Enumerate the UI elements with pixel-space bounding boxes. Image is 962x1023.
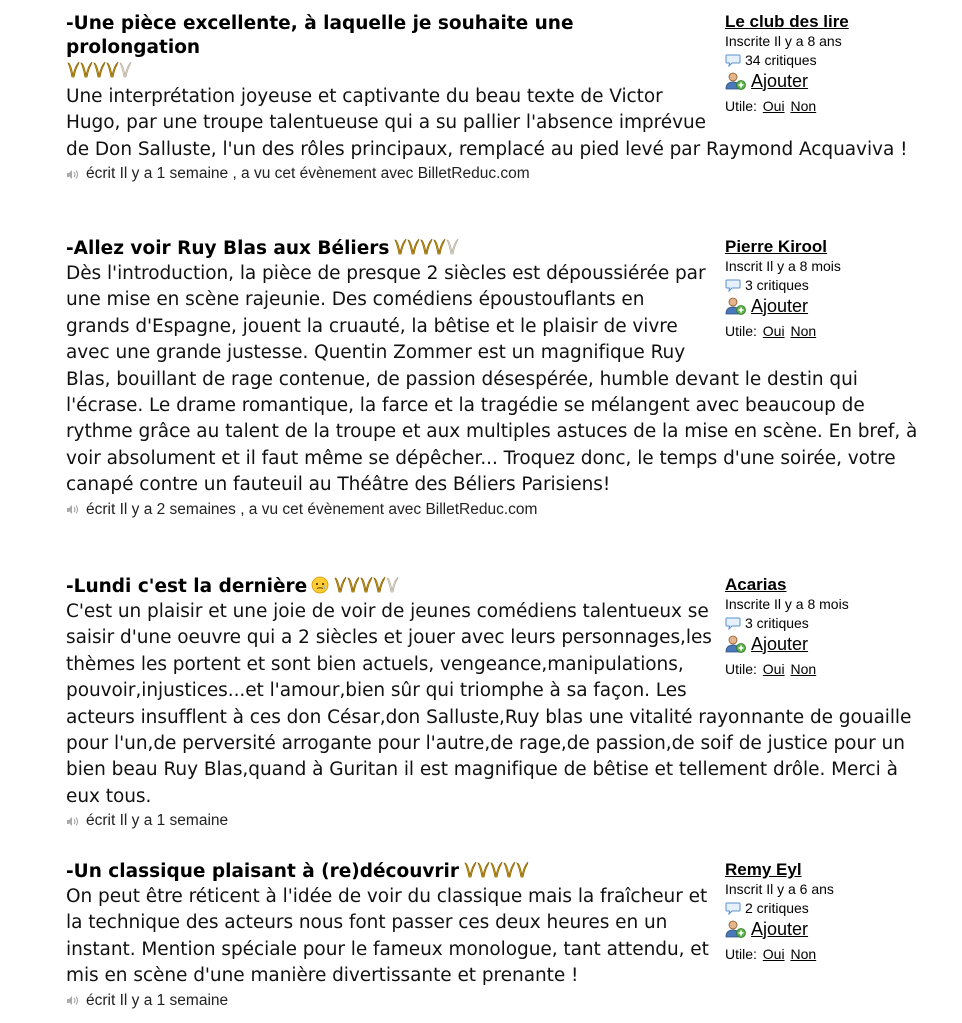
review-body: Une interprétation joyeuse et captivante du beau texte de Victor Hugo, par une troupe talentueuse qui a su pallier l'absence imprévue de Don Salluste, l'un des rôles principaux, remplacé au pied levé par Raymond Acquaviva ! xyxy=(66,86,908,160)
speech-bubble-icon xyxy=(725,279,741,292)
smiley-emoji-icon xyxy=(311,576,329,594)
review-meta-text: écrit Il y a 1 semaine xyxy=(86,812,229,830)
review-meta-text: écrit Il y a 2 semaines , a vu cet évènement avec BilletReduc.com xyxy=(86,500,538,518)
utile-label: Utile: xyxy=(725,946,757,962)
utile-oui-link[interactable]: Oui xyxy=(762,98,785,114)
author-name-link[interactable]: Remy Eyl xyxy=(725,860,802,879)
review-meta xyxy=(66,500,926,520)
sound-icon xyxy=(66,816,80,827)
review-1 xyxy=(66,12,926,184)
member-since: Inscrit Il y a 6 ans xyxy=(725,881,834,897)
utile-label: Utile: xyxy=(725,661,757,677)
review-meta xyxy=(66,991,926,1011)
review-meta xyxy=(66,164,926,184)
add-user-icon xyxy=(725,296,747,316)
utile-label: Utile: xyxy=(725,98,757,114)
speech-bubble-icon xyxy=(725,617,741,630)
review-title-text: -Allez voir Ruy Blas aux Béliers xyxy=(66,238,390,259)
author-card xyxy=(725,237,930,341)
utile-label: Utile: xyxy=(725,323,757,339)
add-friend-row xyxy=(725,71,930,91)
review-title-text: -Lundi c'est la dernière xyxy=(66,576,308,597)
author-card xyxy=(725,575,930,679)
add-friend-row xyxy=(725,296,930,316)
utile-non-link[interactable]: Non xyxy=(790,661,817,677)
review-title-text: -Une pièce excellente, à laquelle je souhaite une prolongation xyxy=(66,13,574,58)
sound-icon xyxy=(66,995,80,1006)
rating-stars-icon xyxy=(463,861,533,879)
utile-oui-link[interactable]: Oui xyxy=(762,323,785,339)
author-name-link[interactable]: Pierre Kirool xyxy=(725,237,828,256)
add-friend-link[interactable]: Ajouter xyxy=(751,918,809,939)
add-user-icon xyxy=(725,634,747,654)
critiques-count xyxy=(725,276,930,295)
critiques-label: 34 critiques xyxy=(745,52,817,68)
utile-oui-link[interactable]: Oui xyxy=(762,946,785,962)
utile-row xyxy=(725,322,930,341)
member-since: Inscrite Il y a 8 ans xyxy=(725,33,842,49)
critiques-count xyxy=(725,614,930,633)
utile-non-link[interactable]: Non xyxy=(790,323,817,339)
utile-row xyxy=(725,660,930,679)
critiques-label: 3 critiques xyxy=(745,277,809,293)
review-2 xyxy=(66,237,926,520)
add-friend-row xyxy=(725,919,930,939)
review-body: On peut être réticent à l'idée de voir du classique mais la fraîcheur et la technique des acteurs nous font passer ces deux heures en un instant. Mention spéciale pour le fameux monologue, tant attendu, et mis en scène d'une manière divertissante et prenante ! xyxy=(66,886,709,987)
utile-oui-link[interactable]: Oui xyxy=(762,661,785,677)
critiques-label: 3 critiques xyxy=(745,615,809,631)
member-since: Inscrit Il y a 8 mois xyxy=(725,258,841,274)
review-meta-text: écrit Il y a 1 semaine xyxy=(86,991,229,1009)
add-friend-row xyxy=(725,634,930,654)
add-user-icon xyxy=(725,919,747,939)
utile-non-link[interactable]: Non xyxy=(790,98,817,114)
rating-stars-icon xyxy=(333,576,403,594)
utile-row xyxy=(725,97,930,116)
add-friend-link[interactable]: Ajouter xyxy=(751,70,809,91)
speech-bubble-icon xyxy=(725,54,741,67)
utile-row xyxy=(725,945,930,964)
sound-icon xyxy=(66,504,80,515)
sound-icon xyxy=(66,169,80,180)
add-friend-link[interactable]: Ajouter xyxy=(751,295,809,316)
critiques-label: 2 critiques xyxy=(745,900,809,916)
member-since: Inscrite Il y a 8 mois xyxy=(725,596,849,612)
critiques-count xyxy=(725,899,930,918)
rating-stars-icon xyxy=(66,61,136,79)
review-body: Dès l'introduction, la pièce de presque 2 siècles est dépoussiérée par une mise en scène rajeunie. Des comédiens époustouflants en grands d'Espagne, jouent la cruauté, la bêtise et le plaisir de vivre avec une grande justesse. Quentin Zommer est un magnifique Ruy Blas, bouillant de rage contenue, de passion désespérée, humble devant le destin qui l'écrase. Le drame romantique, la farce et la tragédie se mélangent avec beaucoup de rythme grâce au talent de la troupe et aux multiples astuces de la mise en scène. En bref, à voir absolument et il faut même se dépêcher... Troquez donc, le temps d'une soirée, votre canapé contre un fauteuil au Théâtre des Béliers Parisiens! xyxy=(66,263,918,496)
add-friend-link[interactable]: Ajouter xyxy=(751,633,809,654)
review-3 xyxy=(66,575,926,831)
author-name-link[interactable]: Le club des lire xyxy=(725,12,849,31)
review-title-text: -Un classique plaisant à (re)découvrir xyxy=(66,861,460,882)
utile-non-link[interactable]: Non xyxy=(790,946,817,962)
author-name-link[interactable]: Acarias xyxy=(725,575,787,594)
author-card xyxy=(725,12,930,116)
add-user-icon xyxy=(725,71,747,91)
author-card xyxy=(725,860,930,964)
rating-stars-icon xyxy=(393,238,463,256)
review-meta-text: écrit Il y a 1 semaine , a vu cet évènement avec BilletReduc.com xyxy=(86,165,530,183)
speech-bubble-icon xyxy=(725,902,741,915)
review-4 xyxy=(66,860,926,1011)
review-meta xyxy=(66,811,926,831)
review-body: C'est un plaisir et une joie de voir de jeunes comédiens talentueux se saisir d'une oeuvre qui a 2 siècles et jouer avec leurs personnages,les thèmes les portent et sont bien actuels, vengeance,manipulations, pouvoir,injustices...et l'amour,bien sûr qui triomphe à sa façon. Les acteurs insufflent à ces don César,don Salluste,Ruy blas une vitalité rayonnante de gouaille pour l'un,de perversité arrogante pour l'autre,de rage,de passion,de soif de justice pour un bien beau Ruy Blas,quand à Guritan il est magnifique de bêtise et tellement drôle. Merci à eux tous. xyxy=(66,601,912,807)
critiques-count xyxy=(725,51,930,70)
